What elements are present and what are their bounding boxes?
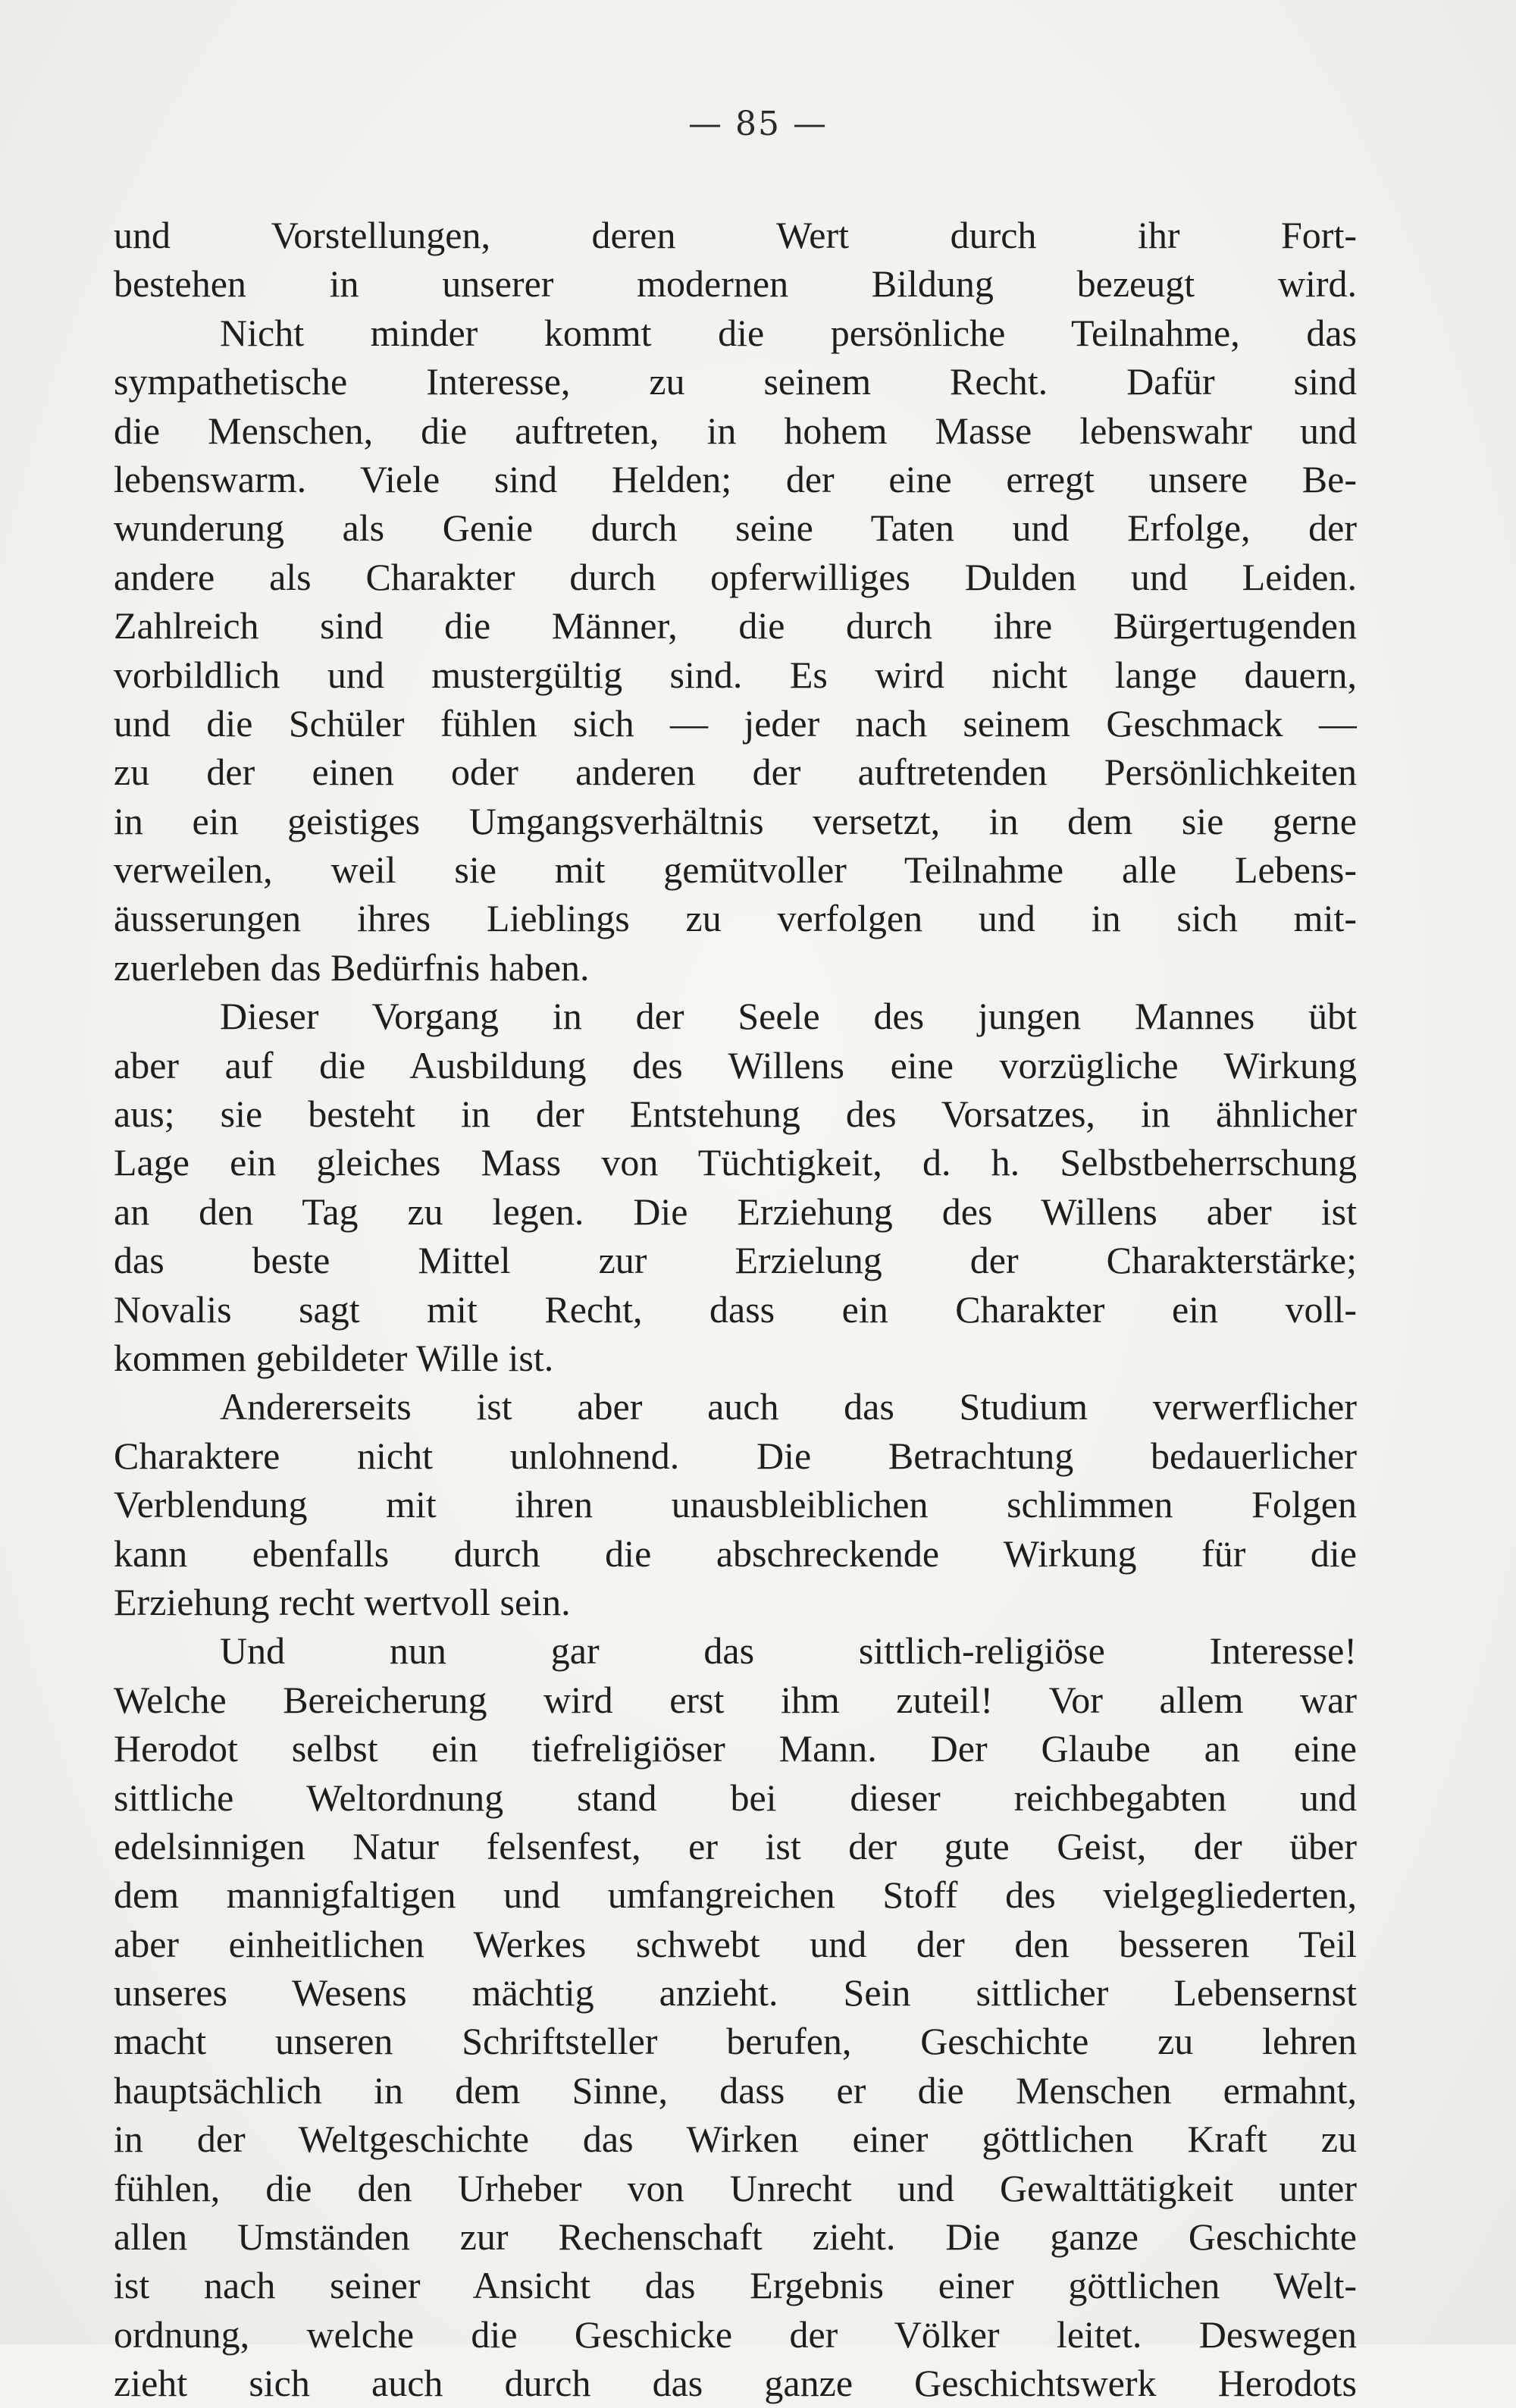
text-line: kann ebenfalls durch die abschreckende Wirkung für die [114,1532,1357,1575]
text-line: und die Schüler fühlen sich — jeder nach seinem Geschmack — [114,701,1357,745]
text-line: Nicht minder kommt die persönliche Teilnahme, das [220,311,1357,354]
text-line: Herodot selbst ein tiefreligiöser Mann. Der Glaube an eine [114,1727,1357,1770]
page-number: — 85 — [688,105,828,143]
text-line: Charaktere nicht unlohnend. Die Betrachtung bedauerlicher [114,1434,1357,1477]
text-line: sympathetische Interesse, zu seinem Recht. Dafür sind [114,360,1357,403]
text-line: Erziehung recht wertvoll sein. [114,1580,571,1623]
text-line: sittliche Weltordnung stand bei dieser reichbegabten und [114,1776,1357,1819]
text-line: unseres Wesens mächtig anzieht. Sein sittlicher Lebensernst [114,1971,1357,2015]
text-line: zieht sich auch durch das ganze Geschichtswerk Herodots [114,2362,1357,2405]
text-line: kommen gebildeter Wille ist. [114,1336,554,1379]
text-line: in ein geistiges Umgangsverhältnis versetzt, in dem sie gerne [114,799,1357,842]
text-line: das beste Mittel zur Erzielung der Charakterstärke; [114,1239,1357,1282]
text-line: aber auf die Ausbildung des Willens eine vorzügliche Wirkung [114,1043,1357,1086]
text-line: zu der einen oder anderen der auftretenden Persönlichkeiten [114,751,1357,794]
text-line: Verblendung mit ihren unausbleiblichen schlimmen Folgen [114,1483,1357,1526]
text-line: dem mannigfaltigen und umfangreichen Stoff des vielgegliederten, [114,1873,1357,1917]
text-line: hauptsächlich in dem Sinne, dass er die Menschen ermahnt, [114,2068,1357,2112]
text-line: lebenswarm. Viele sind Helden; der eine erregt unsere Be- [114,457,1357,500]
text-line: Novalis sagt mit Recht, dass ein Charakter ein voll- [114,1287,1357,1331]
text-line: Dieser Vorgang in der Seele des jungen Mannes übt [220,995,1357,1038]
text-line: ist nach seiner Ansicht das Ergebnis einer göttlichen Welt- [114,2264,1357,2307]
text-line: Und nun gar das sittlich-religiöse Interesse! [220,1629,1357,1673]
text-line: ordnung, welche die Geschicke der Völker leitet. Deswegen [114,2312,1357,2356]
text-line: edelsinnigen Natur felsenfest, er ist der gute Geist, der über [114,1824,1357,1867]
text-line: Andererseits ist aber auch das Studium verwerflicher [220,1385,1357,1428]
text-line: andere als Charakter durch opferwilliges Dulden und Leiden. [114,555,1357,598]
text-line: in der Weltgeschichte das Wirken einer göttlichen Kraft zu [114,2118,1357,2161]
text-line: Zahlreich sind die Männer, die durch ihre Bürgertugenden [114,604,1357,647]
text-line: aber einheitlichen Werkes schwebt und der den besseren Teil [114,1922,1357,1965]
text-line: die Menschen, die auftreten, in hohem Masse lebenswahr und [114,409,1357,452]
text-line: zuerleben das Bedürfnis haben. [114,945,590,989]
text-line: macht unseren Schriftsteller berufen, Geschichte zu lehren [114,2020,1357,2063]
text-line: wunderung als Genie durch seine Taten und Erfolge, der [114,506,1357,550]
text-line: bestehen in unserer modernen Bildung bezeugt wird. [114,262,1357,306]
text-line: fühlen, die den Urheber von Unrecht und Gewalttätigkeit unter [114,2166,1357,2209]
text-line: vorbildlich und mustergültig sind. Es wird nicht lange dauern, [114,653,1357,696]
text-line: an den Tag zu legen. Die Erziehung des Willens aber ist [114,1190,1357,1233]
text-line: und Vorstellungen, deren Wert durch ihr Fort- [114,214,1357,256]
text-line: äusserungen ihres Lieblings zu verfolgen und in sich mit- [114,897,1357,940]
text-line: Welche Bereicherung wird erst ihm zuteil! Vor allem war [114,1678,1357,1721]
body-text [114,211,1357,2408]
text-line: aus; sie besteht in der Entstehung des Vorsatzes, in ähnlicher [114,1093,1357,1136]
text-line: Lage ein gleiches Mass von Tüchtigkeit, d. h. Selbstbeherrschung [114,1141,1357,1184]
text-line: allen Umständen zur Rechenschaft zieht. Die ganze Geschichte [114,2215,1357,2259]
text-line: verweilen, weil sie mit gemütvoller Teilnahme alle Lebens- [114,848,1357,892]
